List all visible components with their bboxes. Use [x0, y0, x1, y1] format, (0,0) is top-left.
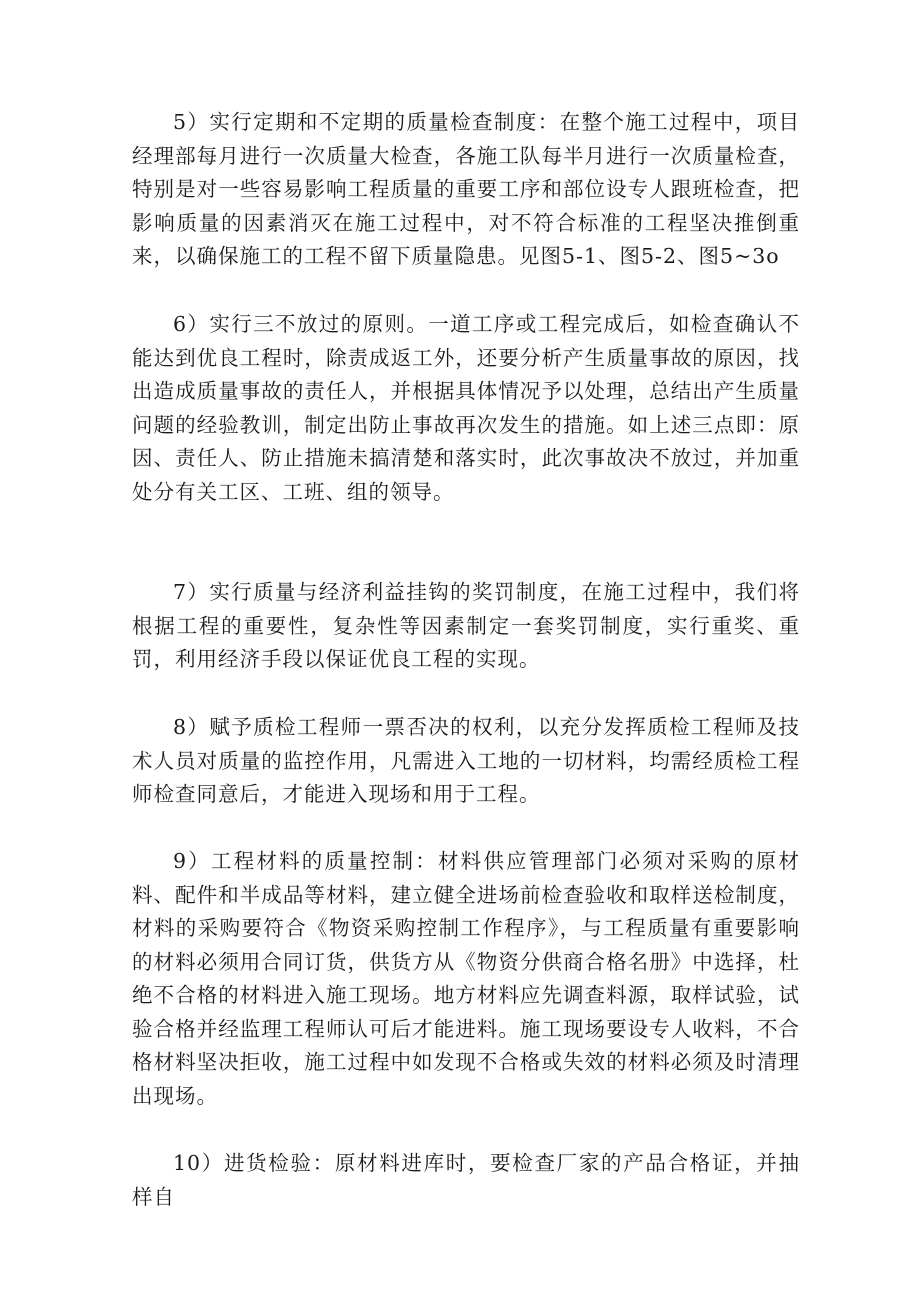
paragraph-8: 8）赋予质检工程师一票否决的权利，以充分发挥质检工程师及技术人员对质量的监控作用，凡需进入工地的一切材料，均需经质检工程师检查同意后，才能进入现场和用于工程。: [132, 715, 800, 806]
paragraph-7: 7）实行质量与经济利益挂钩的奖罚制度，在施工过程中，我们将根据工程的重要性，复杂性等因素制定一套奖罚制度，实行重奖、重罚，利用经济手段以保证优良工程的实现。: [132, 580, 800, 671]
paragraph-10: 10）进货检验：原材料进库时，要检查厂家的产品合格证，并抽样自: [132, 1151, 800, 1209]
paragraph-6: 6）实行三不放过的原则。一道工序或工程完成后，如检查确认不能达到优良工程时，除责成返工外，还要分析产生质量事故的原因，找出造成质量事故的责任人，并根据具体情况予以处理，总结出产生质量问题的经验教训，制定出防止事故再次发生的措施。如上述三点即：原因、责任人、防止措施未搞清楚和落实时，此次事故决不放过，并加重处分有关工区、工班、组的领导。: [132, 312, 800, 504]
paragraph-9: 9）工程材料的质量控制：材料供应管理部门必须对采购的原材料、配件和半成品等材料，建立健全进场前检查验收和取样送检制度，材料的采购要符合《物资采购控制工作程序》，与工程质量有重要影响的材料必须用合同订货，供货方从《物资分供商合格名册》中选择，杜绝不合格的材料进入施工现场。地方材料应先调查料源，取样试验，试验合格并经监理工程师认可后才能进料。施工现场要设专人收料，不合格材料坚决拒收，施工过程中如发现不合格或失效的材料必须及时清理出现场。: [132, 849, 800, 1108]
paragraph-5: 5）实行定期和不定期的质量检查制度：在整个施工过程中，项目经理部每月进行一次质量大检查，各施工队每半月进行一次质量检查，特别是对一些容易影响工程质量的重要工序和部位设专人跟班检查，把影响质量的因素消灭在施工过程中，对不符合标准的工程坚决推倒重来，以确保施工的工程不留下质量隐患。见图5-1、图5-2、图5~3o: [132, 110, 800, 268]
